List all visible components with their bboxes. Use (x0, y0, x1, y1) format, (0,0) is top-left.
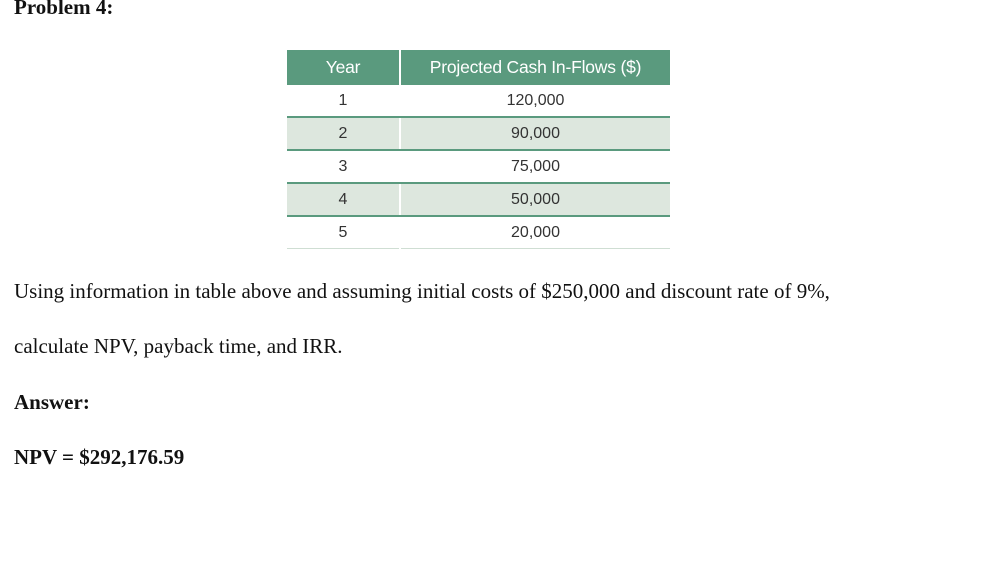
year-cell: 1 (287, 85, 400, 117)
year-cell: 2 (287, 117, 400, 150)
year-cell: 5 (287, 216, 400, 249)
inflow-cell: 75,000 (400, 150, 670, 183)
cash-table (287, 50, 670, 249)
year-cell: 3 (287, 150, 400, 183)
inflow-cell: 90,000 (400, 117, 670, 150)
question-text-line-1: Using information in table above and assuming initial costs of $250,000 and discount rate of 9%, (14, 279, 830, 303)
year-column-header: Year (287, 50, 400, 85)
inflow-column-header: Projected Cash In-Flows ($) (400, 50, 670, 85)
answer-label: Answer: (14, 390, 90, 414)
inflow-cell: 120,000 (400, 85, 670, 117)
inflow-cell: 50,000 (400, 183, 670, 216)
cash-inflow-table (287, 50, 670, 249)
table-row (287, 183, 670, 216)
year-cell: 4 (287, 183, 400, 216)
npv-result: NPV = $292,176.59 (14, 445, 185, 469)
table-row (287, 150, 670, 183)
table-row (287, 216, 670, 249)
table-row (287, 117, 670, 150)
table-row (287, 85, 670, 117)
table-header-row (287, 50, 670, 85)
problem-title: Problem 4: (14, 0, 114, 19)
question-text-line-2: calculate NPV, payback time, and IRR. (14, 334, 343, 358)
inflow-cell: 20,000 (400, 216, 670, 249)
